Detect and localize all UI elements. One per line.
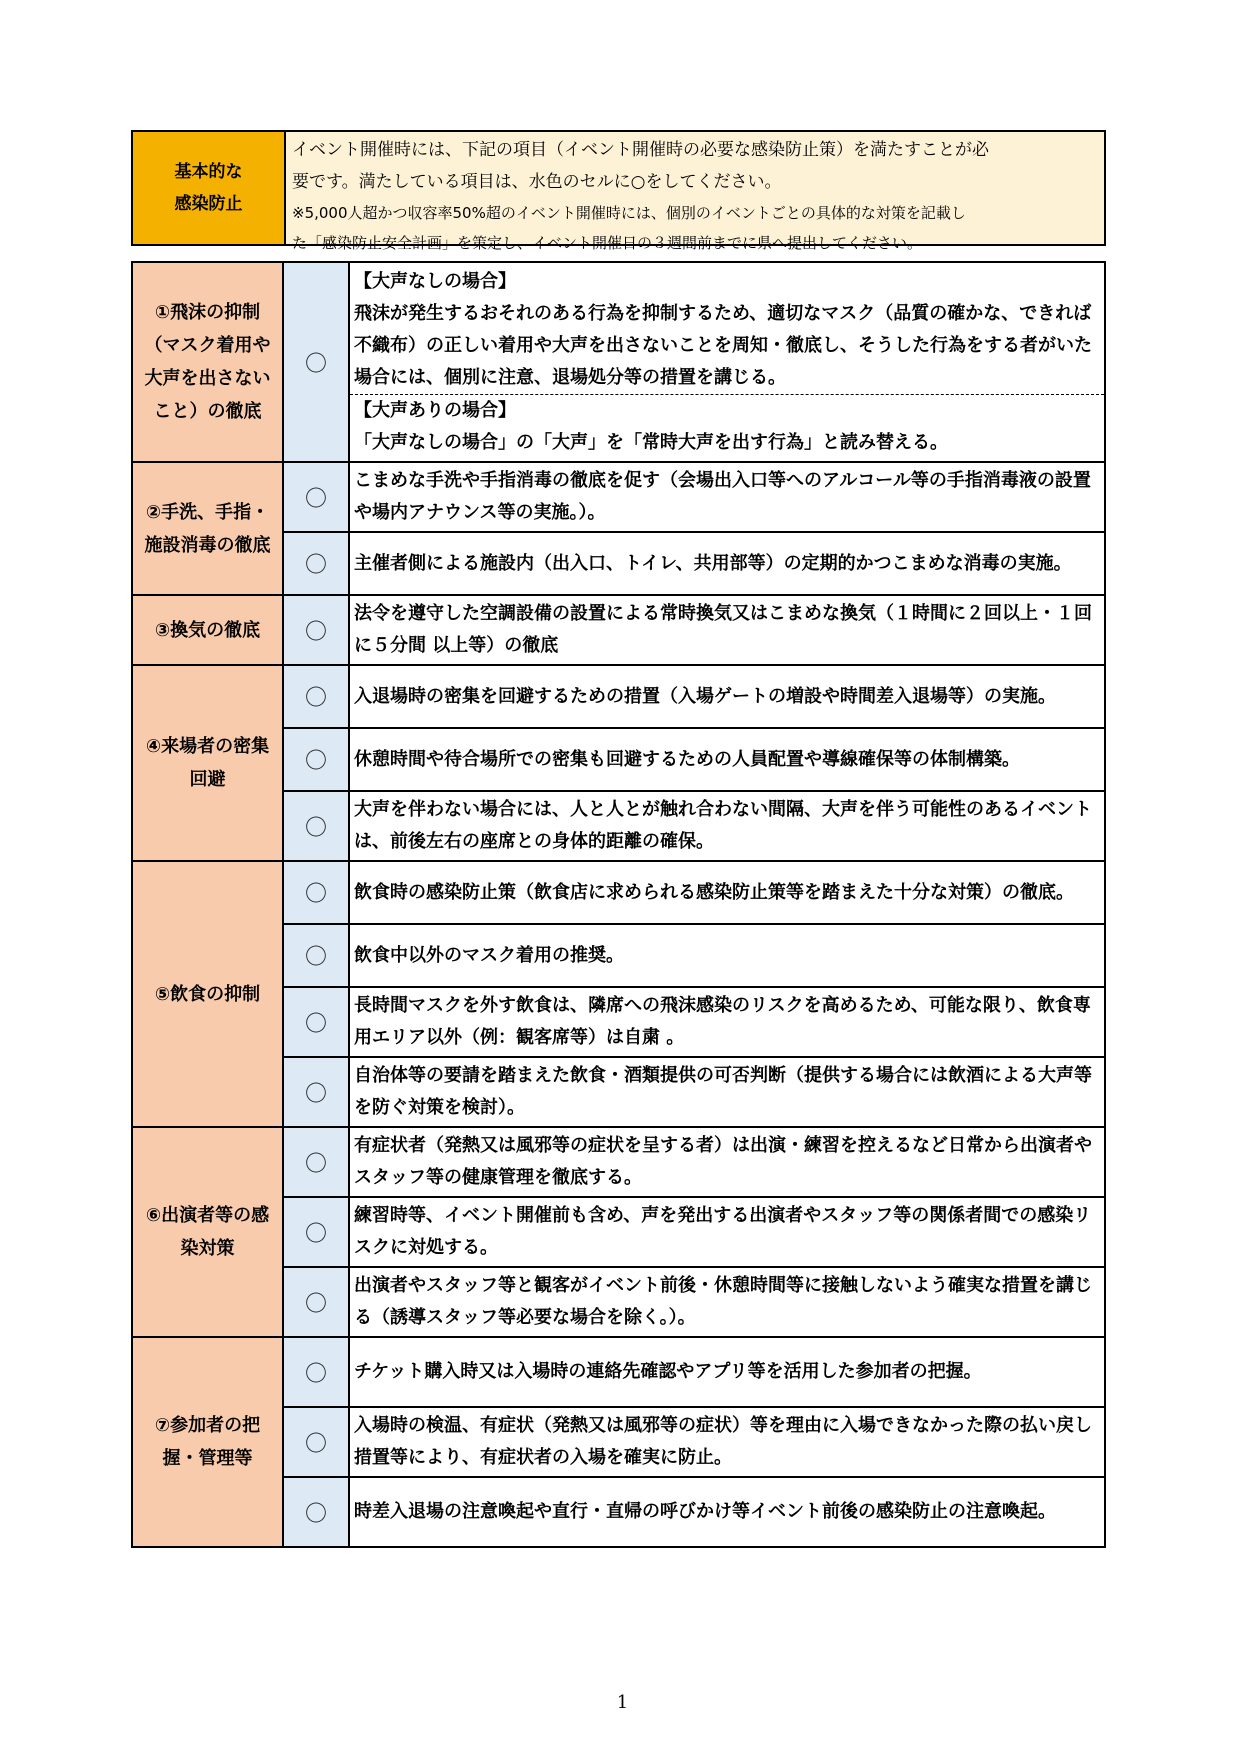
measure-text-5-2: 飲食中以外のマスク着用の推奨。 bbox=[349, 924, 1105, 987]
category-cell-4: ④来場者の密集回避 bbox=[132, 665, 283, 861]
measure-text-4-1: 入退場時の密集を回避するための措置（入場ゲートの増設や時間差入退場等）の実施。 bbox=[349, 665, 1105, 728]
category-cell-2: ②手洗、手指・施設消毒の徹底 bbox=[132, 462, 283, 595]
measure-text-5-4: 自治体等の要請を踏まえた飲食・酒類提供の可否判断（提供する場合には飲酒による大声等を防ぐ対策を検討）。 bbox=[349, 1057, 1105, 1127]
basic-text-line4: た「感染防止安全計画」を策定し、イベント開催日の３週間前までに県へ提出してください。 bbox=[292, 234, 923, 252]
category-cell-5: ⑤飲食の抑制 bbox=[132, 861, 283, 1127]
check-mark-cell[interactable]: 〇 bbox=[283, 1477, 349, 1547]
heading-no-loud-voice: 【大声なしの場合】 bbox=[354, 270, 516, 292]
measure-text-5-3: 長時間マスクを外す飲食は、隣席への飛沫感染のリスクを高めるため、可能な限り、飲食専用エリア以外（例：観客席等）は自粛 。 bbox=[349, 987, 1105, 1057]
basic-label-line1: 基本的な bbox=[174, 162, 243, 182]
measure-text-2-2: 主催者側による施設内（出入口、トイレ、共用部等）の定期的かつこまめな消毒の実施。 bbox=[349, 532, 1105, 595]
measure-text-3-1: 法令を遵守した空調設備の設置による常時換気又はこまめな換気（１時間に２回以上・１回に５分間 以上等）の徹底 bbox=[349, 595, 1105, 665]
heading-loud-voice: 【大声ありの場合】 bbox=[350, 394, 1104, 427]
check-mark-cell[interactable]: 〇 bbox=[283, 1057, 349, 1127]
measure-text-2-1: こまめな手洗や手指消毒の徹底を促す（会場出入口等へのアルコール等の手指消毒液の設置や場内アナウンス等の実施。）。 bbox=[349, 462, 1105, 532]
measure-text-4-3: 大声を伴わない場合には、人と人とが触れ合わない間隔、大声を伴う可能性のあるイベントは、前後左右の座席との身体的距離の確保。 bbox=[349, 791, 1105, 861]
page-number: 1 bbox=[616, 1692, 629, 1713]
check-mark-cell[interactable]: 〇 bbox=[283, 861, 349, 924]
check-mark-cell[interactable]: 〇 bbox=[283, 532, 349, 595]
check-mark-cell[interactable]: 〇 bbox=[283, 462, 349, 532]
basic-instructions bbox=[286, 132, 1104, 252]
check-mark-cell[interactable]: 〇 bbox=[283, 1337, 349, 1407]
basic-label bbox=[133, 132, 286, 244]
basic-label-line2: 感染防止 bbox=[174, 194, 243, 214]
check-mark-cell[interactable]: 〇 bbox=[283, 665, 349, 728]
category-cell-1: ①飛沫の抑制（マスク着用や大声を出さないこと）の徹底 bbox=[132, 262, 283, 462]
basic-infection-prevention-box bbox=[131, 130, 1106, 252]
body-loud-voice: 「大声なしの場合」の「大声」を「常時大声を出す行為」と読み替える。 bbox=[354, 431, 948, 453]
measure-text-5-1: 飲食時の感染防止策（飲食店に求められる感染防止策等を踏まえた十分な対策）の徹底。 bbox=[349, 861, 1105, 924]
category-cell-7: ⑦参加者の把握・管理等 bbox=[132, 1337, 283, 1547]
category-cell-6: ⑥出演者等の感染対策 bbox=[132, 1127, 283, 1337]
basic-text-line1: イベント開催時には、下記の項目（イベント開催時の必要な感染防止策）を満たすことが必 bbox=[292, 140, 989, 160]
check-mark-cell[interactable]: 〇 bbox=[283, 262, 349, 462]
check-mark-cell[interactable]: 〇 bbox=[283, 1127, 349, 1197]
check-mark-cell[interactable]: 〇 bbox=[283, 1267, 349, 1337]
measures-table bbox=[131, 261, 1106, 1548]
measure-text-6-2: 練習時等、イベント開催前も含め、声を発出する出演者やスタッフ等の関係者間での感染リスクに対処する。 bbox=[349, 1197, 1105, 1267]
check-mark-cell[interactable]: 〇 bbox=[283, 1407, 349, 1477]
check-mark-cell[interactable]: 〇 bbox=[283, 595, 349, 665]
measure-text-4-2: 休憩時間や待合場所での密集も回避するための人員配置や導線確保等の体制構築。 bbox=[349, 728, 1105, 791]
check-mark-cell[interactable]: 〇 bbox=[283, 987, 349, 1057]
check-mark-cell[interactable]: 〇 bbox=[283, 728, 349, 791]
check-mark-cell[interactable]: 〇 bbox=[283, 924, 349, 987]
check-mark-cell[interactable]: 〇 bbox=[283, 791, 349, 861]
body-no-loud-voice: 飛沫が発生するおそれのある行為を抑制するため、適切なマスク（品質の確かな、できれば不織布）の正しい着用や大声を出さないことを周知・徹底し、そうした行為をする者がいた場合には、個別に注意、退場処分等の措置を講じる。 bbox=[354, 302, 1092, 388]
measure-text-7-1: チケット購入時又は入場時の連絡先確認やアプリ等を活用した参加者の把握。 bbox=[349, 1337, 1105, 1407]
measure-text-1-1 bbox=[349, 262, 1105, 462]
measure-text-7-3: 時差入退場の注意喚起や直行・直帰の呼びかけ等イベント前後の感染防止の注意喚起。 bbox=[349, 1477, 1105, 1547]
measure-text-6-3: 出演者やスタッフ等と観客がイベント前後・休憩時間等に接触しないよう確実な措置を講じる（誘導スタッフ等必要な場合を除く。）。 bbox=[349, 1267, 1105, 1337]
measure-text-6-1: 有症状者（発熱又は風邪等の症状を呈する者）は出演・練習を控えるなど日常から出演者やスタッフ等の健康管理を徹底する。 bbox=[349, 1127, 1105, 1197]
measure-text-7-2: 入場時の検温、有症状（発熱又は風邪等の症状）等を理由に入場できなかった際の払い戻し措置等により、有症状者の入場を確実に防止。 bbox=[349, 1407, 1105, 1477]
check-mark-cell[interactable]: 〇 bbox=[283, 1197, 349, 1267]
category-cell-3: ③換気の徹底 bbox=[132, 595, 283, 665]
basic-text-line2: 要です。満たしている項目は、水色のセルに○をしてください。 bbox=[292, 172, 782, 192]
basic-text-line3: ※5,000人超かつ収容率50%超のイベント開催時には、個別のイベントごとの具体的な対策を記載し bbox=[292, 204, 966, 222]
